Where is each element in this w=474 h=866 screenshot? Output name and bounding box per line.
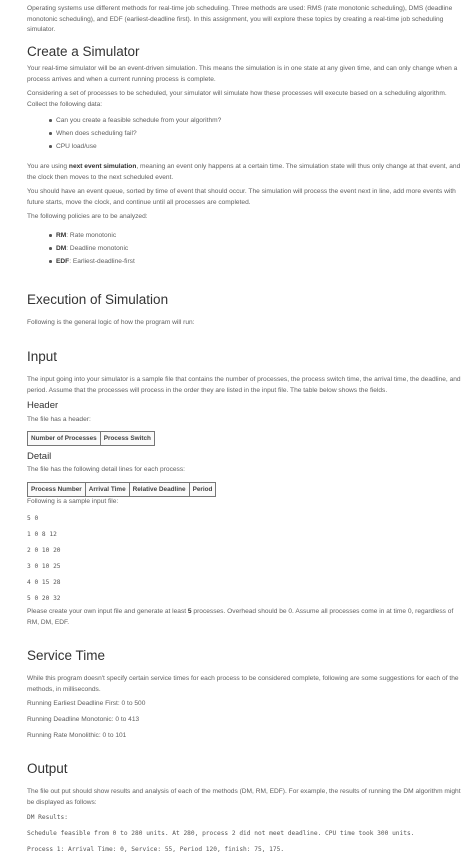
data-collection-list [49,114,221,153]
sample-line: 5 0 20 32 [27,595,61,602]
list-item: CPU load/use [49,140,221,153]
output-code-line: DM Results: [27,814,68,821]
policies-list [49,229,135,268]
output-heading: Output [27,761,68,776]
sample-line: 1 0 8 12 [27,531,57,538]
detail-fields-table [27,482,216,497]
create-paragraph-3: You are using next event simulation, meaning an event only happens at a certain time. The simulation state will thus only change at that event, and the clock then moves to the next scheduled event. [27,163,461,181]
input-paragraph: The input going into your simulator is a sample file that contains the number of processes, the process switch time, the arrival time, the deadline, and period. Assume that the processes will process in the order they are listed in the input file. The table below shows the fields. [27,376,461,394]
create-paragraph-2: Considering a set of processes to be scheduled, your simulator will simulate how these processes will execute based on a scheduling algorithm. Collect the following data: [27,90,447,108]
create-simulator-heading: Create a Simulator [27,44,140,59]
service-line-rm: Running Rate Monolithic: 0 to 101 [27,732,127,739]
detail-subheading: Detail [27,451,52,462]
sample-intro: Following is a sample input file: [27,498,119,505]
list-item: When does scheduling fail? [49,127,221,140]
execution-heading: Execution of Simulation [27,292,169,307]
header-fields-table [27,431,155,446]
service-line-dm: Running Deadline Monotonic: 0 to 413 [27,716,140,723]
table-header-cell: Number of Processes [28,432,101,446]
create-paragraph-5: The following policies are to be analyzed: [27,213,148,220]
create-paragraph-1: Your real-time simulator will be an event-driven simulation. This means the simulation is in one state at any given time, and can only change when a process arrives and when a current running process is complete. [27,65,458,83]
sample-line: 5 0 [27,515,39,522]
output-paragraph: The file out put should show results and analysis of each of the methods (DM, RM, EDF). For example, the results of running the DM algorithm might be displayed as follows: [27,788,461,806]
next-event-simulation-term: next event simulation [68,163,137,170]
output-code-line: Schedule feasible from 0 to 280 units. At 280, process 2 did not meet deadline. CPU time took 300 units. [27,830,415,837]
service-paragraph: While this program doesn't specify certain service times for each process to be considered complete, following are some suggestions for each of the methods, in milliseconds. [27,675,459,693]
sample-line: 4 0 15 28 [27,579,61,586]
policy-item-edf: EDF: Earliest-deadline-first [49,255,135,268]
service-time-heading: Service Time [27,648,106,663]
table-header-cell: Process Number [28,483,86,497]
intro-paragraph: Operating systems use different methods for real-time job scheduling. Three methods are used: RMS (rate monotonic scheduling), DMS (deadline monotonic scheduling), and EDF (earliest-deadline first). In this assignment, you will explore these topics by creating a real-time job scheduling simulator. [27,5,453,33]
execution-paragraph: Following is the general logic of how the program will run: [27,319,195,326]
create-paragraph-4: You should have an event queue, sorted by time of event that should occur. The simulation will process the event next in line, add more events with future starts, move the clock, and continue until all processes are completed. [27,188,456,206]
table-header-cell: Arrival Time [85,483,129,497]
header-paragraph: The file has a header: [27,416,91,423]
sample-line: 3 0 10 25 [27,563,61,570]
sample-line: 2 0 10 20 [27,547,61,554]
list-item: Can you create a feasible schedule from your algorithm? [49,114,221,127]
output-code-line: Process 1: Arrival Time: 0, Service: 55, Period 120, finish: 75, 175. [27,846,285,853]
input-note-paragraph: Please create your own input file and generate at least 5 processes. Overhead should be 0. Assume all processes come in at time 0, regardless of RM, DM, EDF. [27,608,454,626]
table-header-cell: Relative Deadline [129,483,189,497]
policy-item-dm: DM: Deadline monotonic [49,242,135,255]
table-header-cell: Process Switch [100,432,154,446]
service-line-edf: Running Earliest Deadline First: 0 to 500 [27,700,146,707]
header-subheading: Header [27,400,59,411]
detail-paragraph: The file has the following detail lines for each process: [27,466,185,473]
input-heading: Input [27,349,58,364]
policy-item-rm: RM: Rate monotonic [49,229,135,242]
table-header-cell: Period [189,483,216,497]
